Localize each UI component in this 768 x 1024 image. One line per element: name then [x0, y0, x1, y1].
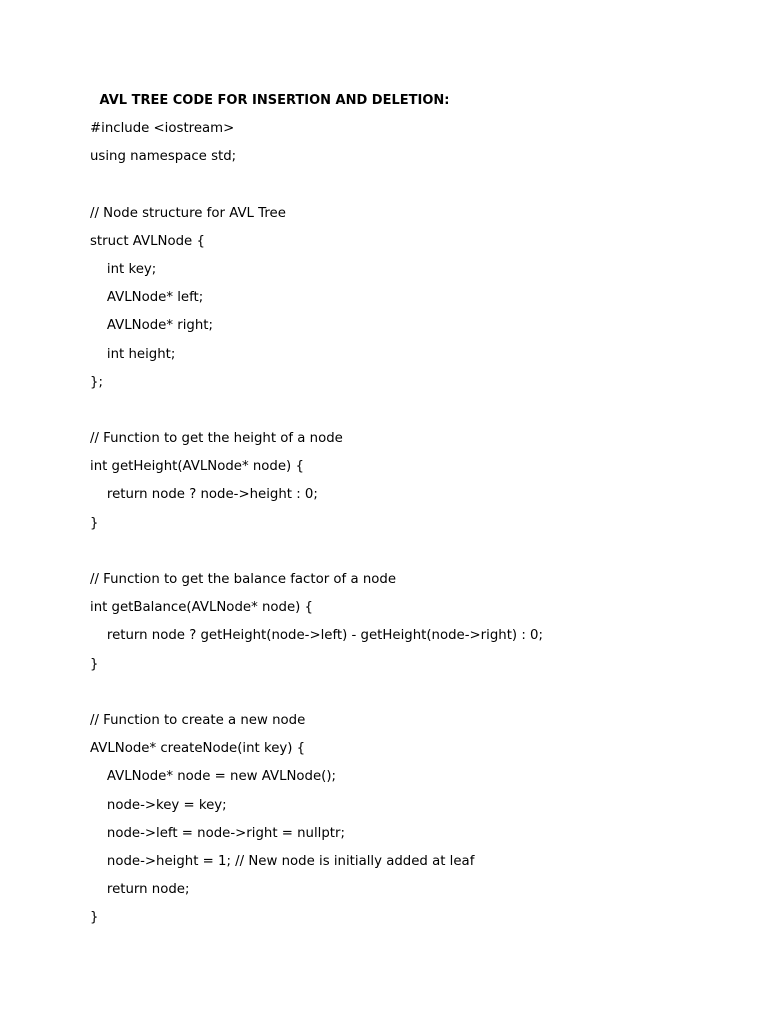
- code-line: return node;: [90, 882, 190, 898]
- code-line: }: [90, 515, 99, 531]
- code-line: AVLNode* node = new AVLNode();: [90, 769, 337, 785]
- code-line: // Function to get the height of a node: [90, 431, 343, 447]
- code-block: [90, 120, 543, 937]
- code-line: [90, 176, 543, 204]
- document-title: AVL TREE CODE FOR INSERTION AND DELETION:: [95, 93, 450, 108]
- code-line: #include <iostream>: [90, 121, 235, 136]
- code-line: int height;: [90, 346, 176, 362]
- code-line: [90, 684, 543, 712]
- code-line: [90, 402, 543, 430]
- code-line: return node ? getHeight(node->left) - getHeight(node->right) : 0;: [90, 628, 543, 644]
- code-line: int getHeight(AVLNode* node) {: [90, 459, 304, 475]
- code-line: node->left = node->right = nullptr;: [90, 825, 345, 841]
- code-line: struct AVLNode {: [90, 233, 205, 249]
- code-line: int key;: [90, 261, 157, 277]
- code-line: using namespace std;: [90, 149, 237, 165]
- code-line: node->key = key;: [90, 797, 227, 813]
- code-line: [90, 543, 543, 571]
- code-line: AVLNode* right;: [90, 318, 213, 334]
- code-line: // Node structure for AVL Tree: [90, 205, 286, 221]
- code-line: AVLNode* left;: [90, 290, 204, 306]
- code-line: // Function to get the balance factor of a node: [90, 572, 397, 587]
- code-line: return node ? node->height : 0;: [90, 487, 318, 503]
- code-line: node->height = 1; // New node is initially added at leaf: [90, 853, 475, 869]
- code-line: // Function to create a new node: [90, 712, 306, 728]
- code-line: AVLNode* createNode(int key) {: [90, 741, 306, 757]
- code-line: int getBalance(AVLNode* node) {: [90, 600, 314, 616]
- code-line: }: [90, 910, 99, 926]
- code-line: };: [90, 374, 103, 390]
- code-line: }: [90, 656, 99, 672]
